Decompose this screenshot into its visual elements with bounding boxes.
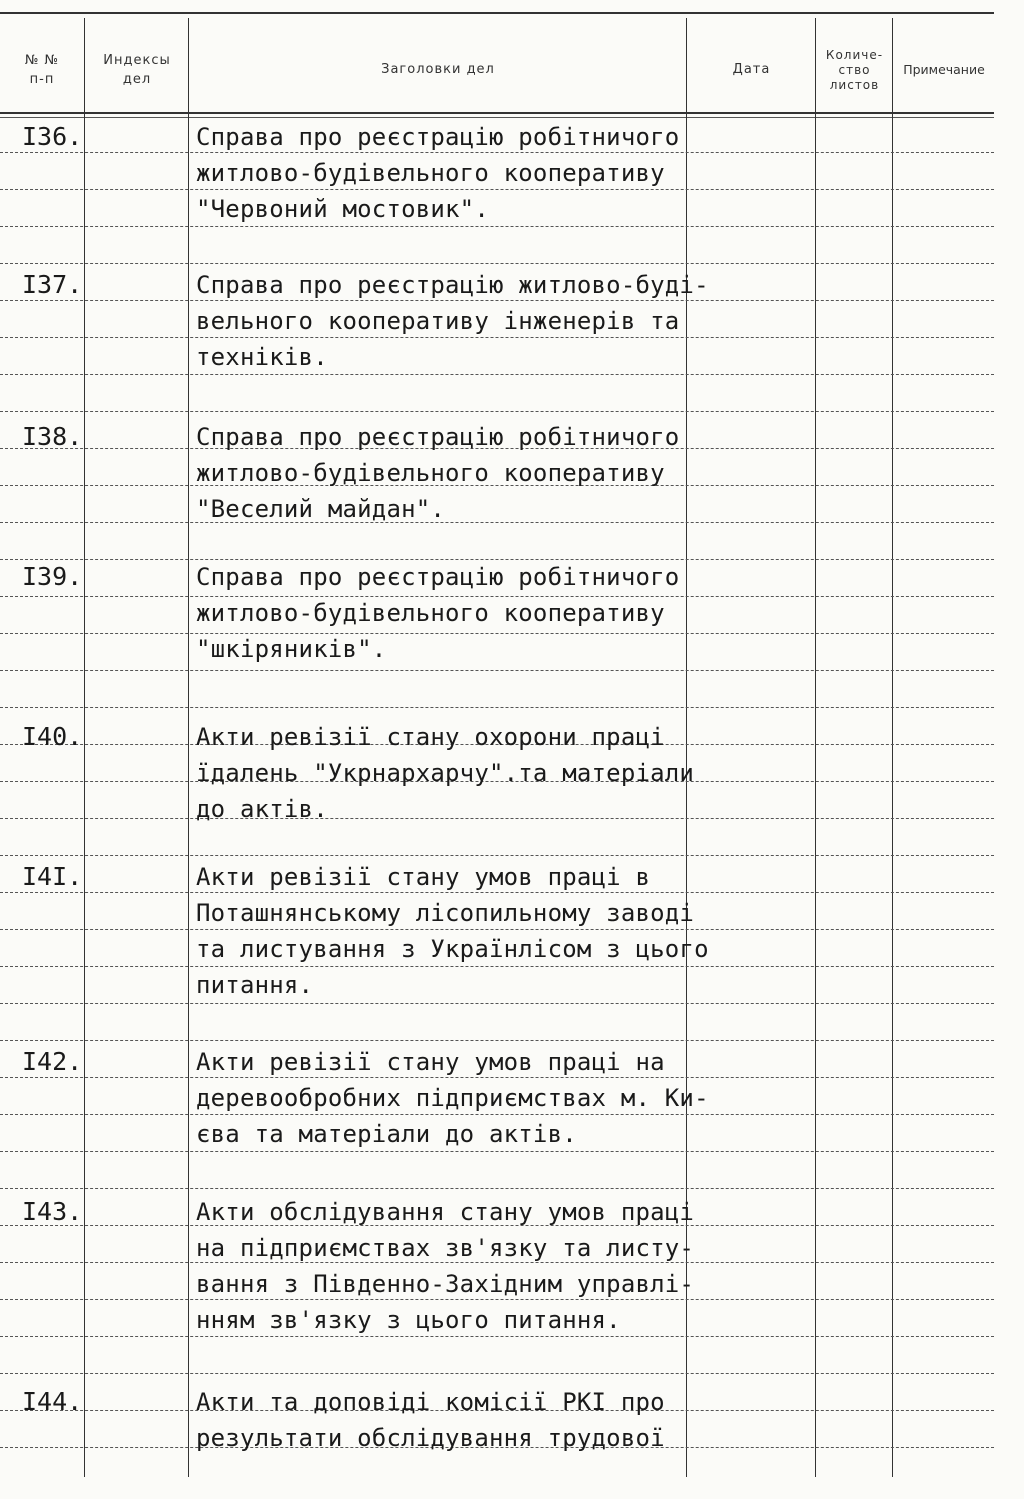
ruled-line [0, 226, 994, 227]
entry-title-line: житлово-будівельного кооперативу [196, 459, 665, 487]
ruled-line [0, 670, 994, 671]
ruled-line [0, 818, 994, 819]
entry-title-line: деревообробних підприємствах м. Ки- [196, 1084, 709, 1112]
entry-number: I37. [22, 270, 83, 299]
ruled-line [0, 263, 994, 264]
entry-title-line: вельного кооперативу інженерів та [196, 307, 680, 335]
header-bottom-border-inner [0, 117, 994, 118]
ruled-line [0, 1151, 994, 1152]
entry-title-line: Справа про реєстрацію робітничого [196, 123, 680, 151]
ruled-line [0, 522, 994, 523]
entry-title-line: їдалень "Укрнархарчу".та матеріали [196, 759, 695, 787]
entry-title-line: Акти ревізії стану умов праці на [196, 1048, 665, 1076]
entry-number: I43. [22, 1197, 83, 1226]
column-divider-5 [892, 18, 893, 1477]
entry-title-line: "Червоний мостовик". [196, 195, 489, 223]
entry-title-line: Акти ревізії стану охорони праці [196, 723, 665, 751]
ruled-line [0, 1188, 994, 1189]
entry-number: I42. [22, 1047, 83, 1076]
ruled-line [0, 1373, 994, 1374]
entry-title-line: та листування з Українлісом з цього [196, 935, 709, 963]
entry-title-line: Справа про реєстрацію робітничого [196, 563, 680, 591]
ruled-line [0, 855, 994, 856]
entry-title-line: до актів. [196, 795, 328, 823]
entry-title-line: Акти та доповіді комісії РКІ про [196, 1388, 665, 1416]
ruled-line [0, 374, 994, 375]
column-divider-4 [815, 18, 816, 1477]
entry-number: I40. [22, 722, 83, 751]
entry-title-line: питання. [196, 971, 314, 999]
ruled-line [0, 966, 994, 967]
entry-title-line: техніків. [196, 343, 328, 371]
entry-number: I39. [22, 562, 83, 591]
entry-title-line: Поташнянському лісопильному заводі [196, 899, 695, 927]
entry-title-line: нням зв'язку з цього питання. [196, 1306, 621, 1334]
entry-title-line: житлово-будівельного кооперативу [196, 159, 665, 187]
ruled-line [0, 1040, 994, 1041]
entry-title-line: результати обслідування трудової [196, 1424, 665, 1452]
entry-number: I44. [22, 1387, 83, 1416]
entry-title-line: "Веселий майдан". [196, 495, 446, 523]
ruled-line [0, 411, 994, 412]
header-sheets: Количе- ство листов [825, 47, 884, 92]
table-top-border [0, 12, 994, 14]
entry-title-line: Акти ревізії стану умов праці в [196, 863, 651, 891]
header-number: № № п-п [24, 52, 60, 87]
entry-title-line: житлово-будівельного кооперативу [196, 599, 665, 627]
entry-number: I4I. [22, 862, 83, 891]
entry-title-line: Справа про реєстрацію житлово-буді- [196, 271, 709, 299]
entry-number: I36. [22, 122, 83, 151]
column-divider-1 [84, 18, 85, 1477]
header-bottom-border [0, 112, 994, 114]
header-note: Примечание [903, 61, 985, 77]
header-title: Заголовки дел [381, 62, 495, 78]
header-index: Индексы дел [103, 52, 171, 87]
entry-title-line: "шкіряників". [196, 635, 387, 663]
entry-title-line: на підприємствах зв'язку та листу- [196, 1234, 695, 1262]
entry-title-line: Акти обслідування стану умов праці [196, 1198, 695, 1226]
ruled-line [0, 1003, 994, 1004]
column-divider-2 [188, 18, 189, 1477]
header-date: Дата [732, 62, 771, 78]
entry-title-line: вання з Південно-Західним управлі- [196, 1270, 695, 1298]
ruled-line [0, 707, 994, 708]
ruled-line [0, 633, 994, 634]
entry-title-line: Справа про реєстрацію робітничого [196, 423, 680, 451]
entry-title-line: єва та матеріали до актів. [196, 1120, 577, 1148]
entry-number: I38. [22, 422, 83, 451]
